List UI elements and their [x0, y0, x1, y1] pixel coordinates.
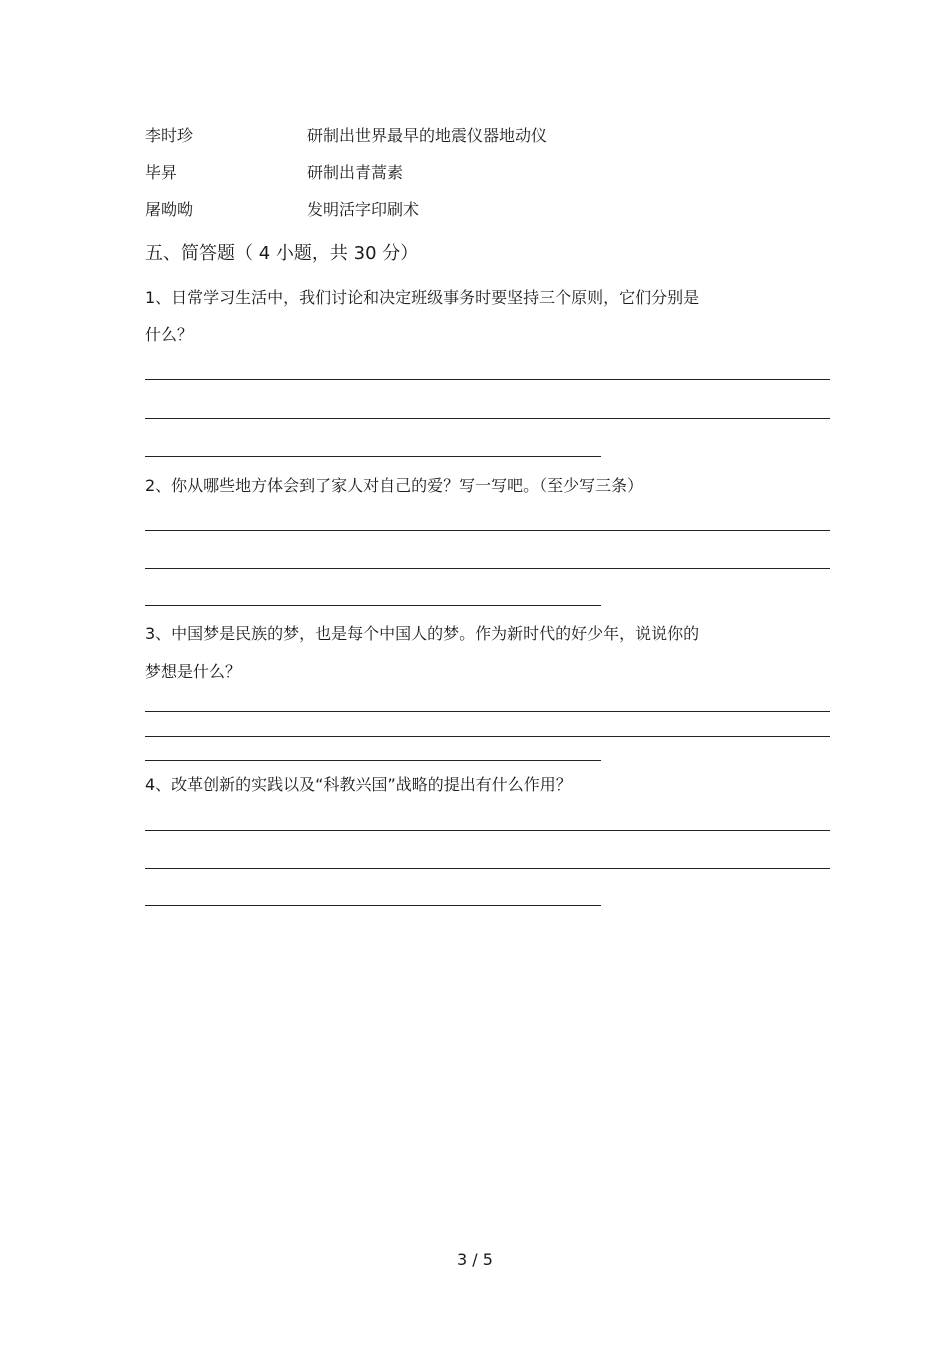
question-text-line-1: 2、你从哪些地方体会到了家人对自己的爱？写一写吧。（至少写三条）: [145, 476, 644, 495]
answer-line[interactable]: [145, 568, 830, 569]
question-text-line-1: 3、中国梦是民族的梦，也是每个中国人的梦。作为新时代的好少年，说说你的: [145, 624, 700, 643]
question-text-line-1: 1、日常学习生活中，我们讨论和决定班级事务时要坚持三个原则，它们分别是: [145, 288, 700, 307]
answer-line[interactable]: [145, 830, 830, 831]
answer-line[interactable]: [145, 760, 601, 761]
answer-line[interactable]: [145, 379, 830, 380]
answer-line[interactable]: [145, 418, 830, 419]
person-name: 毕昇: [145, 163, 178, 182]
question-text-line-2: 什么？: [145, 325, 194, 344]
answer-line[interactable]: [145, 530, 830, 531]
question-text-line-2: 梦想是什么？: [145, 662, 242, 681]
page-number: 3 / 5: [457, 1250, 493, 1269]
question-text-line-1: 4、改革创新的实践以及“科教兴国”战略的提出有什么作用？: [145, 775, 572, 794]
achievement-text: 发明活字印刷术: [307, 200, 420, 219]
answer-line[interactable]: [145, 905, 601, 906]
achievement-text: 研制出世界最早的地震仪器地动仪: [307, 126, 548, 145]
answer-line[interactable]: [145, 605, 601, 606]
section-title: 五、简答题（ 4 小题，共 30 分）: [145, 243, 419, 264]
achievement-text: 研制出青蒿素: [307, 163, 404, 182]
person-name: 李时珍: [145, 126, 194, 145]
person-name: 屠呦呦: [145, 200, 194, 219]
answer-line[interactable]: [145, 456, 601, 457]
answer-line[interactable]: [145, 711, 830, 712]
answer-line[interactable]: [145, 868, 830, 869]
answer-line[interactable]: [145, 736, 830, 737]
